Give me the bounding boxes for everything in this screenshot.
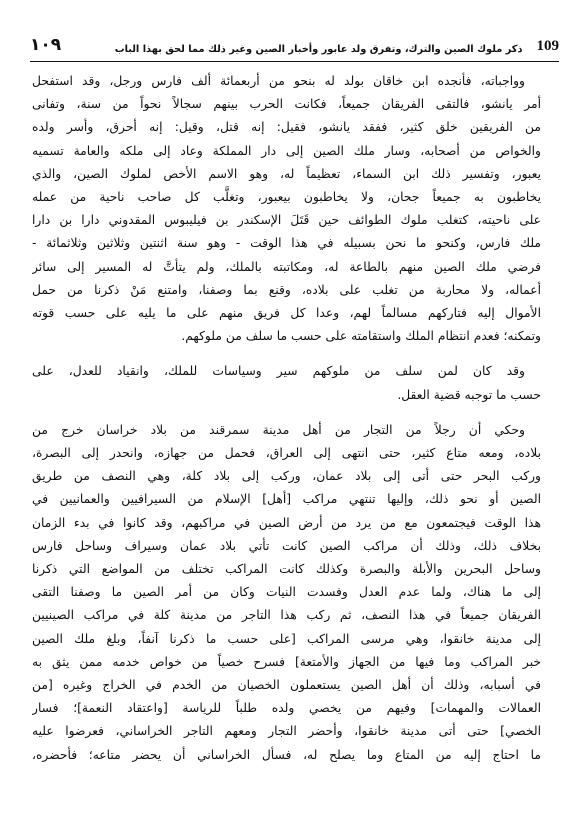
text-line: الخصي] حتى أتى مدينة خانقوا، وأحضر التجار ومعهم التاجر الخراساني، فعرضوا عليه <box>32 724 541 739</box>
paragraph-3 <box>32 419 557 767</box>
text-line: يخاطبون به جميعاً جحان، ولا يخاطبون بيعبور، وتغلَّب كل صاحب ناحية من عمله <box>32 190 541 205</box>
text-line: فرضي ملك الصين منهم بالطاعة له، ومكاتبته بالملك، ولم يتأتَّ له المسير إلى سائر <box>32 259 541 274</box>
text-line: وقد كان لمن سلف من ملوكهم سير وسياسات للملك، وانقياد للعدل، على <box>32 364 525 379</box>
text-line: ما احتاج إليه من المتاع وما يصلح له، فسأل الخراساني أن يحضر متاعه؛ فأحضره، <box>32 747 541 762</box>
text-line: الأموال إليه فتاركهم مسالماً لهم، وعدا كل فريق منهم على ما يليه على حسب قوته <box>32 306 541 321</box>
text-line: وواجباته، فأنجده ابن خاقان بولد له بنحو من أربعمائة ألف فارس ورجل، وقد استفحل <box>32 74 525 88</box>
text-line: إلى مدينة خانقوا، وهي مرسى المراكب [على حسب ما ذكرنا آنفاً، وبلغ ملك الصين <box>32 631 541 646</box>
text-line: ملك فارس، وكنحو ما نحن بسبيله في هذا الوقت - وهو سنة اثنتين وثلاثين وثلاثمائة - <box>32 236 541 251</box>
text-line: إلى ما هناك، ولما عدم العدل وفسدت النيات وكان من أمر الصين ما وصفنا التقى <box>32 585 541 600</box>
text-line: يعبور، وتفسير ذلك ابن السماء، تعظيماً له، وهو الاسم الأخص لملوك الصين، والذي <box>32 166 541 181</box>
text-line: وتمكنه؛ فعدم انتظام الملك واستقامته على حسب ما سلف من ملوكهم. <box>181 329 541 344</box>
running-title: ذكر ملوك الصين والترك، وتفرق ولد عابور وأخبار الصين وغير ذلك مما لحق بهذا الباب <box>114 44 523 55</box>
text-line: أعماله، ولا محاربة من تغلب على بلاده، وقنع بما وصفنا، وامتنع مَنْ ذكرنا من حمل <box>32 282 541 297</box>
text-line: حسب ما توجبه قضية العقل. <box>397 387 541 402</box>
text-line: والخواص من أصحابه، وسار ملك الصين إلى دار المملكة وعاد إلى ملكه والعامة تسميه <box>32 143 541 158</box>
paragraph-1 <box>32 70 557 348</box>
paragraph-2 <box>32 360 557 406</box>
header-right-group <box>115 38 559 55</box>
text-line: بلاده، ومعه متاع كثير، حتى انتهى إلى العراق، فحمل من جهازه، وانحدر إلى البصرة، <box>32 446 541 461</box>
text-line: خبر المراكب وما فيها من الجهاز والأمتعة] فسرح خصياً من خواص خدمه ممن يثق به <box>32 654 541 669</box>
body-text <box>32 70 557 767</box>
text-line: وساحل البحرين والأبلة والبصرة وكذلك كانت المراكب تختلف من المواضع التي ذكرنا <box>32 562 541 577</box>
text-line: الصين أو نحو ذلك، وإليها تنتهي مراكب [أهل] الإسلام من السيرافيين والعمانيين في <box>32 492 541 507</box>
text-line: في أسبابه، وذلك أن أهل الصين يستعملون الخصيان من الخدم في الخراج وغيره [من <box>32 678 541 693</box>
text-line: الفريقان جميعاً في هذا النصف، ثم ركب هذا التاجر من مدينة كلة في مراكب الصينيين <box>32 608 541 623</box>
text-line: وركب البحر حتى أتى إلى بلاد عمان، وركب إلى بلاد كلة، وهي النصف من طريق <box>32 469 541 484</box>
text-line: العمالات والمهمات] وفيهم من يخصي ولده طلباً للرياسة [واعتقاد النعمة]؛ فسار <box>32 701 541 716</box>
text-line: وحكي أن رجلاً من التجار من أهل مدينة سمرقند من بلاد خراسان خرج من <box>32 422 525 437</box>
page-header <box>30 28 559 62</box>
text-line: على ناحيته، كتغلب ملوك الطوائف حين قَتَلَ الإسكندر بن فيليبوس المقدوني دارا بن دارا <box>32 213 541 228</box>
text-line: بخلاف ذلك، وذلك أن مراكب الصين كانت تأتي بلاد عمان وسيراف وساحل فارس <box>32 538 541 553</box>
text-line: هذا الوقت فيجتمعون مع من يرد من أرض الصين في مراكبهم، وقد كانوا في بدء الزمان <box>32 515 541 530</box>
text-line: أمر يانشو، فالتقى الفريقان جميعاً، فكانت الحرب بينهم سجالاً نحواً من سنة، وتفانى <box>32 97 541 112</box>
text-line: من الفريقين خلق كثير، ففقد يانشو، فقيل: إنه قتل، وقيل: إنه أحرق، وأسر ولده <box>32 120 541 135</box>
page-number-arabic: ١٠٩ <box>30 35 62 55</box>
page-number-latin: 109 <box>536 38 559 54</box>
